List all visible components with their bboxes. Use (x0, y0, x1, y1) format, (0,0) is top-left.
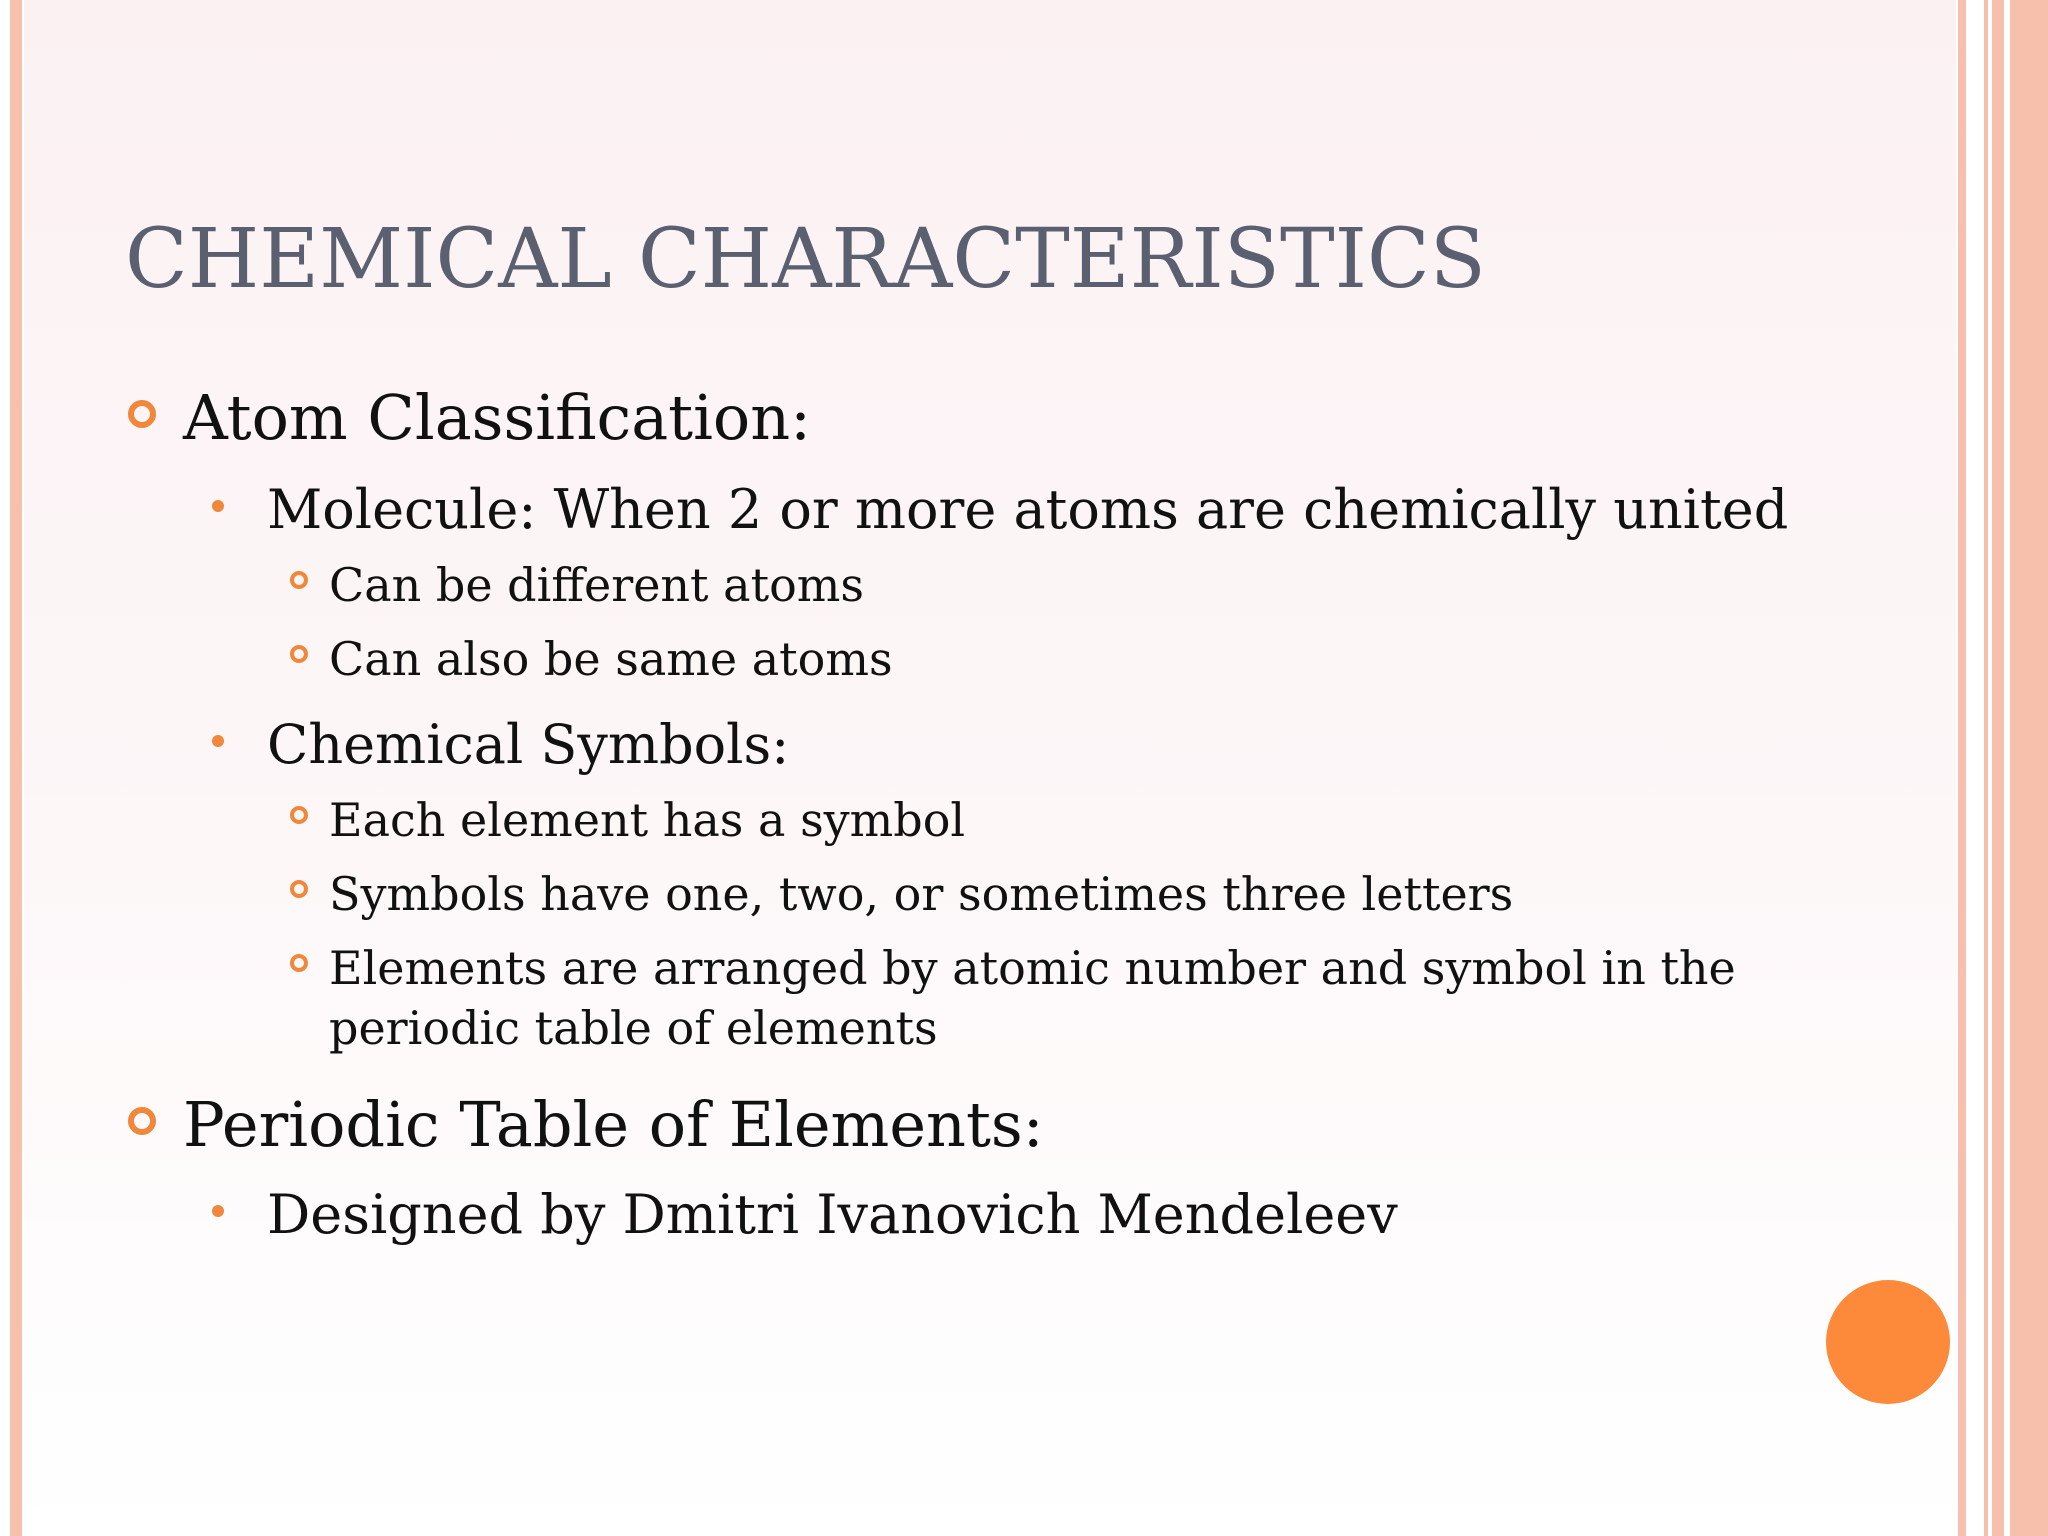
bullet-text-level-3: Elements are arranged by atomic number and symbol in the (329, 941, 1736, 995)
small-ring-bullet-icon (290, 645, 308, 663)
bullet-text-level-1: Periodic Table of Elements: (183, 1088, 1044, 1161)
bullet-text-level-3: Symbols have one, two, or sometimes three letters (329, 867, 1514, 921)
dot-bullet-icon (212, 500, 224, 512)
bullet-text-level-3: Can also be same atoms (329, 632, 893, 686)
dot-bullet-icon (212, 735, 224, 747)
bullet-text-level-1: Atom Classification: (183, 381, 812, 454)
slide-title: CHEMICAL CHARACTERISTICS (125, 212, 1486, 307)
bullet-text-level-2: Chemical Symbols: (267, 713, 790, 776)
bullet-text-level-3: periodic table of elements (329, 1001, 938, 1055)
dot-bullet-icon (212, 1205, 224, 1217)
small-ring-bullet-icon (290, 954, 308, 972)
bullet-text-level-3: Each element has a symbol (329, 793, 966, 847)
decorative-orange-circle (1826, 1280, 1950, 1404)
bullet-text-level-2: Designed by Dmitri Ivanovich Mendeleev (267, 1183, 1398, 1246)
bullet-text-level-2: Molecule: When 2 or more atoms are chemically united (267, 478, 1789, 541)
small-ring-bullet-icon (290, 571, 308, 589)
small-ring-bullet-icon (290, 880, 308, 898)
ring-bullet-icon (128, 400, 156, 428)
small-ring-bullet-icon (290, 806, 308, 824)
bullet-text-level-3: Can be different atoms (329, 558, 864, 612)
ring-bullet-icon (128, 1107, 156, 1135)
